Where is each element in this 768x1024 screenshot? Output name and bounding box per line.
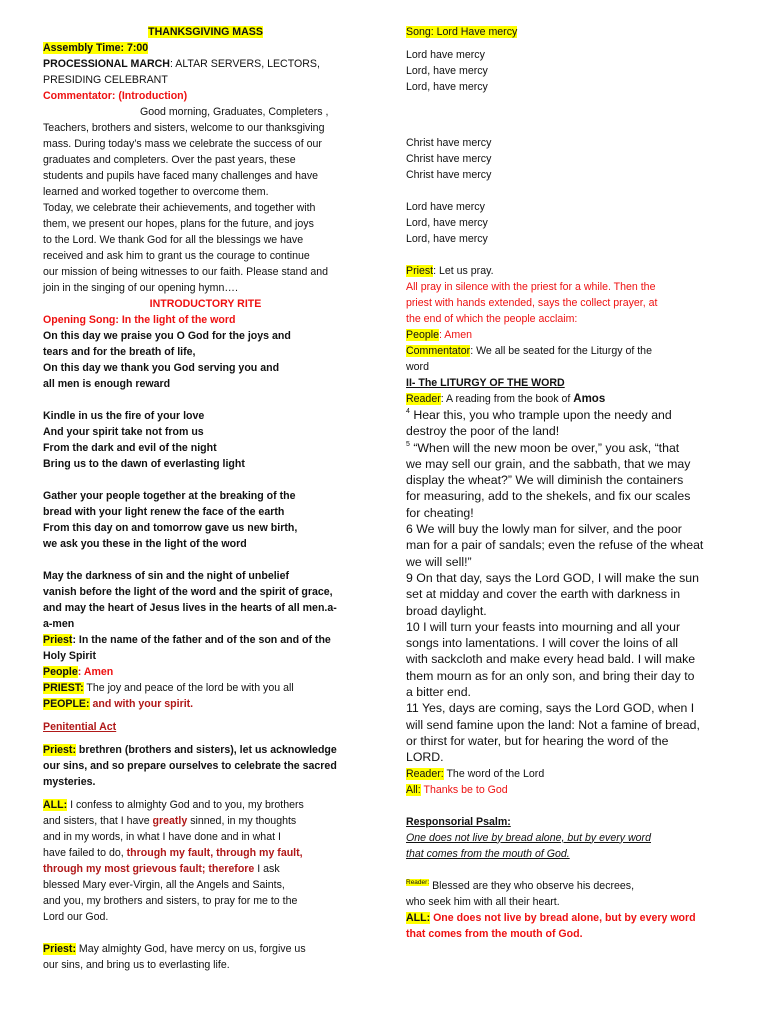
song-verse-2: Kindle in us the fire of your love And your spirit take not from us From the dark and evil of the night Bring us to the dawn of everlasting light [43, 410, 245, 470]
reader-word-of-lord: Reader: The word of the Lord [406, 767, 545, 780]
penitential-act-heading: Penitential Act [43, 721, 117, 733]
song-heading: Song: Lord Have mercy [406, 26, 518, 38]
psalm-verse: $^{Reader:}$ Blessed are they who observe his decrees, who seek him with all their heart. [406, 878, 635, 908]
priest-lets-pray: Priest: Let us pray. [406, 265, 494, 277]
confiteor: ALL: I confess to almighty God and to you, my brothers and sisters, that I have greatly sinned, in my thoughts and in my words, in what I have done and in what I have failed to do, through my fault, through my fault, through my most grievous fault; therefore I ask blessed Mary ever-Virgin, all the Angels and Saints, and you, my brothers and sisters, to pray for me to the Lord our God. [43, 799, 304, 923]
priest-brethren: Priest: brethren (brothers and sisters), let us acknowledge our sins, and so prepare ourselves to celebrate the sacred mysteries. [43, 744, 337, 788]
all-psalm-response: ALL: One does not live by bread alone, but by every word that comes from the mouth of God. [406, 911, 696, 940]
responsorial-psalm-heading: Responsorial Psalm: [406, 815, 511, 828]
commentator-seated: Commentator: We all be seated for the Liturgy of the [406, 345, 652, 357]
lord-have-mercy-1: Lord have mercy Lord, have mercy Lord, have mercy [406, 49, 488, 93]
intro-paragraph: Good morning, Graduates, Completers , Teachers, brothers and sisters, welcome to our thanksgiving mass. During today’s mass we celebrate the success of our graduates and completers. Over the past years, these students and pupils have faced many challenges and have learned and worked together to overcome them. Today, we celebrate their achievements, and together with them, we present our hopes, plans for the future, and joys to the Lord. We thank God for all the blessings we have received and ask him to grant us the courage to continue our mission of being witnesses to our faith. Please stand and join in the singing of our opening hymn…. [43, 106, 329, 294]
liturgy-of-word-heading: II- The LITURGY OF THE WORD [406, 377, 565, 389]
people-amen-right: People: Amen [406, 329, 472, 341]
song-verse-1: On this day we praise you O God for the joys and tears and for the breath of life, On this day we thank you God serving you and all men is enough reward [43, 330, 291, 390]
reader-intro: Reader: A reading from the book of Amos [406, 393, 606, 405]
all-thanks: All: Thanks be to God [406, 783, 508, 796]
mass-title: THANKSGIVING MASS [148, 26, 263, 38]
lord-have-mercy-2: Lord have mercy Lord, have mercy Lord, have mercy [406, 201, 488, 245]
amos-reading: $^4$ Hear this, you who trample upon the needy and destroy the poor of the land! $^5$ “When will the new moon be over,” you ask, “that we may sell our grain, and the sabbath, that we may display the wheat?” We will diminish the containers for measuring, add to the shekels, and fix our scales for cheating! 6 We will buy the lowly man for silver, and the poor man for a pair of sandals; even the refuse of the wheat we will sell!” 9 On that day, says the Lord GOD, I will make the sun set at midday and cover the earth with darkness in broad daylight. 10 I will turn your feasts into mourning and all your songs into lamentations. I will cover the loins of all with sackcloth and make every head bald. I will make them mourn as for an only son, and bring their day to a bitter end. 11 Yes, days are coming, says the Lord GOD, when I will send famine upon the land: Not a famine of bread, or thirst for water, but for hearing the word of the LORD. [406, 408, 704, 765]
right-column: Song: Lord Have mercy Lord have mercy Lord, have mercy Lord, have mercy Christ have mercy Christ have mercy Christ have mercy Lord have mercy Lord, have mercy Lord, have mercy Priest: Let us pray. All pray in silence with the priest for a while. Then the priest with hands extended, says the collect prayer, at the end of which the people acclaim: People: Amen Commentator: We all be seated for the Liturgy of the word II- The LITURGY OF THE WORD Reader: A reading from the book of Amos $^4$ Hear this, you who trample upon the needy and destroy the poor of the land! $^5$ “When will the new moon be over,” you ask, “that we may sell our grain, and the sabbath, that we may display the wheat?” We will diminish the containers for measuring, add to the shekels, and fix our scales for cheating! 6 We will buy the lowly man for silver, and the poor man for a pair of sandals; even the refuse of the wheat we will sell!” 9 On that day, says the Lord GOD, I will make the sun set at midday and cover the earth with darkness in broad daylight. 10 I will turn your feasts into mourning and all your songs into lamentations. I will cover the loins of all with sackcloth and make every head bald. I will make them mourn as for an only son, and bring their day to a bitter end. 11 Yes, days are coming, says the Lord GOD, when I will send famine upon the land: Not a famine of bread, or thirst for water, but for hearing the word of the LORD. Reader: The word of the Lord All: Thanks be to God Responsorial Psalm: One does not live by bread alone, but by every word that comes from the mouth of God. $^{Reader:}$ Blessed are they who observe his decrees, who seek him with all their heart. ALL: One does not live by bread alone, but by every word that comes from the mouth of God. [406, 24, 726, 942]
collect-rubric: All pray in silence with the priest for a while. Then the priest with hands extended, says the collect prayer, at the end of which the people acclaim: [406, 281, 658, 325]
processional-line: PROCESSIONAL MARCH: ALTAR SERVERS, LECTORS, [43, 58, 320, 70]
song-verse-4: May the darkness of sin and the night of unbelief vanish before the light of the word and the spirit of grace, and may the heart of Jesus lives in the hearts of all men.a- a-men [43, 570, 337, 630]
priest-greeting: PRIEST: The joy and peace of the lord be with you all [43, 682, 294, 694]
people-amen: People: Amen [43, 666, 114, 678]
commentator-intro-heading: Commentator: (Introduction) [43, 90, 188, 102]
people-response: PEOPLE: and with your spirit. [43, 698, 194, 710]
priest-absolution: Priest: May almighty God, have mercy on us, forgive us our sins, and bring us to everlasting life. [43, 943, 306, 971]
psalm-response: One does not live by bread alone, but by every word that comes from the mouth of God. [406, 831, 651, 860]
left-column: THANKSGIVING MASS Assembly Time: 7:00 PROCESSIONAL MARCH: ALTAR SERVERS, LECTORS, PRESIDING CELEBRANT Commentator: (Introduction) Good morning, Graduates, Completers , Teachers, brothers and sisters, welcome to our thanksgiving mass. During today’s mass we celebrate the success of our graduates and completers. Over the past years, these students and pupils have faced many challenges and have learned and worked together to overcome them. Today, we celebrate their achievements, and together with them, we present our hopes, plans for the future, and joys to the Lord. We thank God for all the blessings we have received and ask him to grant us the courage to continue our mission of being witnesses to our faith. Please stand and join in the singing of our opening hymn…. INTRODUCTORY RITE Opening Song: In the light of the word On this day we praise you O God for the joys and tears and for the breath of life, On this day we thank you God serving you and all men is enough reward Kindle in us the fire of your love And your spirit take not from us From the dark and evil of the night Bring us to the dawn of everlasting light Gather your people together at the breaking of the bread with your light renew the face of the earth From this day on and tomorrow gave us new birth, we ask you these in the light of the word May the darkness of sin and the night of unbelief vanish before the light of the word and the spirit of grace, and may the heart of Jesus lives in the hearts of all men.a- a-men Priest: In the name of the father and of the son and of the Holy Spirit People: Amen PRIEST: The joy and peace of the lord be with you all PEOPLE: and with your spirit. Penitential Act Priest: brethren (brothers and sisters), let us acknowledge our sins, and so prepare ourselves to celebrate the sacred mysteries. ALL: I confess to almighty God and to you, my brothers and sisters, that I have greatly sinned, in my thoughts and in my words, in what I have done and in what I have failed to do, through my fault, through my fault, through my most grievous fault; therefore I ask blessed Mary ever-Virgin, all the Angels and Saints, and you, my brothers and sisters, to pray for me to the Lord our God. Priest: May almighty God, have mercy on us, forgive us our sins, and bring us to everlasting life. [43, 24, 368, 973]
processional-line-2: PRESIDING CELEBRANT [43, 74, 168, 86]
introductory-rite-heading: INTRODUCTORY RITE [149, 298, 262, 310]
opening-song-heading: Opening Song: In the light of the word [43, 314, 236, 326]
priest-sign-of-cross: Priest: In the name of the father and of the son and of the [43, 634, 331, 646]
song-verse-3: Gather your people together at the breaking of the bread with your light renew the face of the earth From this day on and tomorrow gave us new birth, we ask you these in the light of the word [43, 490, 298, 550]
assembly-time: Assembly Time: 7:00 [43, 42, 149, 54]
christ-have-mercy: Christ have mercy Christ have mercy Christ have mercy [406, 137, 492, 181]
